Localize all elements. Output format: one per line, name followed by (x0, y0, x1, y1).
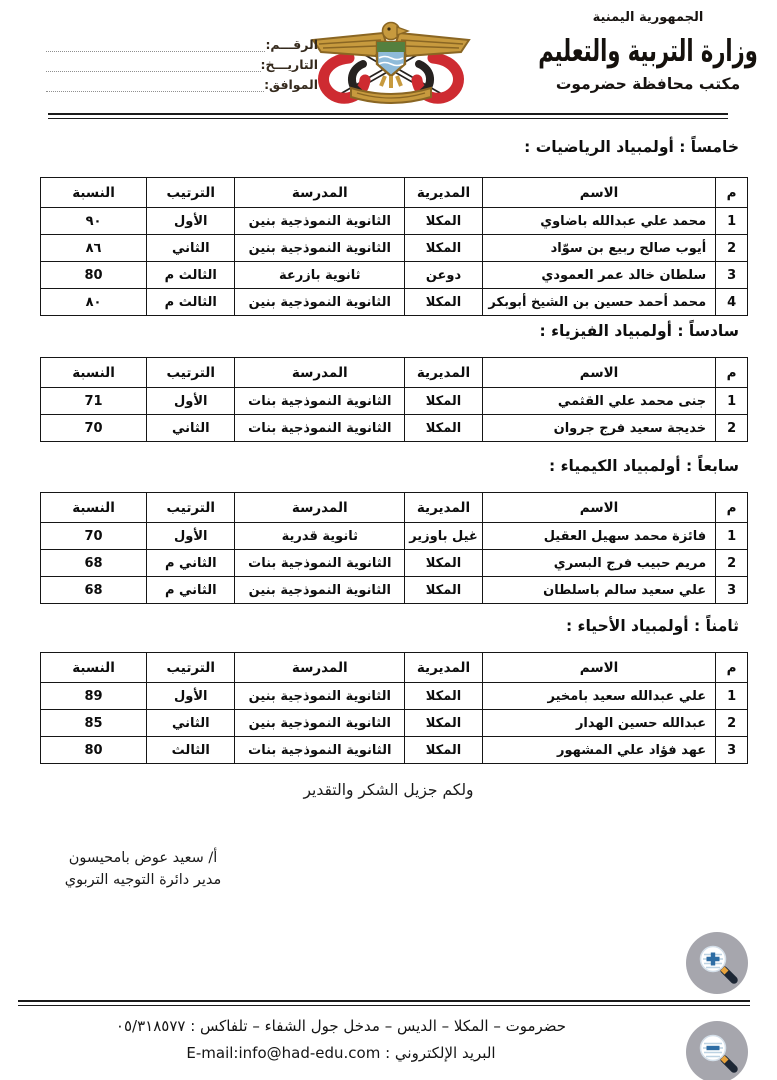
date-field (42, 52, 318, 72)
column-header: م (716, 358, 748, 388)
cell-rank: الثاني م (147, 577, 235, 604)
column-header: الترتيب (147, 178, 235, 208)
cell-percentage: 85 (41, 710, 147, 737)
cell-school: الثانوية النموذجية بنات (235, 550, 405, 577)
cell-number: 3 (716, 737, 748, 764)
cell-percentage: 89 (41, 683, 147, 710)
cell-rank: الثالث م (147, 262, 235, 289)
ministry-name: وزارة التربية والتعليم (538, 33, 758, 69)
zoom-in-button[interactable] (686, 932, 748, 994)
table-row (41, 208, 748, 235)
cell-name: فائزة محمد سهيل العقيل (482, 523, 715, 550)
table-row (41, 710, 748, 737)
cell-directorate: المكلا (405, 388, 483, 415)
zoom-out-icon (696, 1031, 738, 1073)
table-row (41, 737, 748, 764)
cell-number: 2 (716, 710, 748, 737)
table-row (41, 415, 748, 442)
column-header: الترتيب (147, 358, 235, 388)
cell-directorate: المكلا (405, 415, 483, 442)
biology-olympiad-table (40, 652, 748, 764)
cell-rank: الثالث م (147, 289, 235, 316)
cell-number: 1 (716, 208, 748, 235)
footer-contact-block (35, 1013, 647, 1067)
cell-directorate: المكلا (405, 550, 483, 577)
cell-directorate: المكلا (405, 737, 483, 764)
cell-name: عهد فؤاد علي المشهور (482, 737, 715, 764)
yemen-coat-of-arms-icon (305, 14, 477, 110)
corresponding-date-field-label: الموافق: (264, 77, 318, 92)
table-header-row (41, 493, 748, 523)
table-row (41, 262, 748, 289)
column-header: المديرية (405, 178, 483, 208)
cell-school: الثانوية النموذجية بنين (235, 683, 405, 710)
footer-divider (18, 1000, 750, 1006)
governorate-office: مكتب محافظة حضرموت (555, 75, 741, 93)
section-title-chemistry-olympiad: سابعاً : أولمبياد الكيمياء : (549, 457, 739, 475)
letterhead-titles (527, 10, 769, 93)
signature-block (52, 847, 234, 892)
cell-school: الثانوية النموذجية بنات (235, 388, 405, 415)
cell-name: محمد أحمد حسين بن الشيخ أبوبكر (482, 289, 715, 316)
table-row (41, 683, 748, 710)
column-header: المدرسة (235, 493, 405, 523)
cell-number: 2 (716, 550, 748, 577)
table-header-row (41, 178, 748, 208)
cell-rank: الأول (147, 523, 235, 550)
reference-fields (42, 32, 318, 92)
cell-percentage: 71 (41, 388, 147, 415)
country-name: الجمهورية اليمنية (592, 10, 704, 25)
cell-percentage: ٩٠ (41, 208, 147, 235)
table-row (41, 550, 748, 577)
cell-percentage: 80 (41, 737, 147, 764)
cell-directorate: المكلا (405, 710, 483, 737)
cell-name: علي عبدالله سعيد بامخير (482, 683, 715, 710)
cell-rank: الثالث (147, 737, 235, 764)
column-header: الاسم (482, 178, 715, 208)
cell-school: ثانوية بازرعة (235, 262, 405, 289)
cell-rank: الثاني م (147, 550, 235, 577)
zoom-out-button[interactable] (686, 1021, 748, 1080)
cell-number: 3 (716, 262, 748, 289)
column-header: الاسم (482, 653, 715, 683)
column-header: النسبة (41, 358, 147, 388)
cell-school: الثانوية النموذجية بنين (235, 289, 405, 316)
table-row (41, 577, 748, 604)
cell-percentage: ٨٦ (41, 235, 147, 262)
corresponding-date-field (42, 72, 318, 92)
column-header: الترتيب (147, 653, 235, 683)
column-header: المدرسة (235, 358, 405, 388)
corresponding-date-blank-line (46, 78, 264, 92)
cell-rank: الأول (147, 388, 235, 415)
cell-number: 1 (716, 523, 748, 550)
cell-directorate: دوعن (405, 262, 483, 289)
cell-percentage: 70 (41, 415, 147, 442)
cell-school: الثانوية النموذجية بنات (235, 737, 405, 764)
cell-rank: الثاني (147, 415, 235, 442)
cell-rank: الأول (147, 208, 235, 235)
cell-directorate: المكلا (405, 235, 483, 262)
table-header-row (41, 653, 748, 683)
cell-school: الثانوية النموذجية بنين (235, 710, 405, 737)
cell-percentage: 68 (41, 577, 147, 604)
column-header: الاسم (482, 358, 715, 388)
cell-directorate: غيل باوزير (405, 523, 483, 550)
section-title-physics-olympiad: سادساً : أولمبياد الفيزياء : (539, 322, 739, 340)
footer-email-line: البريد الإلكتروني : E-mail:info@had-edu.com (186, 1044, 496, 1062)
cell-name: محمد علي عبدالله باضاوي (482, 208, 715, 235)
cell-school: ثانوية قدرية (235, 523, 405, 550)
physics-olympiad-table (40, 357, 748, 442)
cell-name: أيوب صالح ربيع بن سوّاد (482, 235, 715, 262)
number-field-blank-line (46, 38, 265, 52)
column-header: النسبة (41, 653, 147, 683)
cell-number: 1 (716, 388, 748, 415)
table-row (41, 235, 748, 262)
table-row (41, 289, 748, 316)
cell-percentage: ٨٠ (41, 289, 147, 316)
section-title-math-olympiad: خامساً : أولمبياد الرياضيات : (524, 138, 739, 156)
column-header: النسبة (41, 178, 147, 208)
column-header: النسبة (41, 493, 147, 523)
cell-directorate: المكلا (405, 577, 483, 604)
column-header: المديرية (405, 358, 483, 388)
cell-rank: الثاني (147, 235, 235, 262)
chemistry-olympiad-table (40, 492, 748, 604)
cell-number: 3 (716, 577, 748, 604)
table-row (41, 388, 748, 415)
cell-directorate: المكلا (405, 289, 483, 316)
cell-percentage: 68 (41, 550, 147, 577)
cell-directorate: المكلا (405, 208, 483, 235)
cell-rank: الثاني (147, 710, 235, 737)
cell-percentage: 70 (41, 523, 147, 550)
cell-name: عبدالله حسين الهدار (482, 710, 715, 737)
table-row (41, 523, 748, 550)
zoom-in-icon (696, 942, 738, 984)
signatory-name: أ/ سعيد عوض بامحيسون (68, 850, 218, 866)
cell-school: الثانوية النموذجية بنين (235, 208, 405, 235)
number-field-label: الرقـــم: (265, 37, 318, 52)
cell-name: مريم حبيب فرج البسري (482, 550, 715, 577)
number-field (42, 32, 318, 52)
closing-thanks-line: ولكم جزيل الشكر والتقدير (303, 781, 474, 799)
column-header: المدرسة (235, 178, 405, 208)
cell-name: علي سعيد سالم باسلطان (482, 577, 715, 604)
cell-name: سلطان خالد عمر العمودي (482, 262, 715, 289)
signatory-title: مدير دائرة التوجيه التربوي (64, 872, 222, 889)
math-olympiad-table (40, 177, 748, 316)
column-header: المديرية (405, 493, 483, 523)
table-header-row (41, 358, 748, 388)
cell-school: الثانوية النموذجية بنين (235, 235, 405, 262)
column-header: م (716, 178, 748, 208)
column-header: الاسم (482, 493, 715, 523)
cell-school: الثانوية النموذجية بنين (235, 577, 405, 604)
cell-number: 2 (716, 235, 748, 262)
column-header: م (716, 493, 748, 523)
cell-name: جنى محمد علي القثمي (482, 388, 715, 415)
column-header: المديرية (405, 653, 483, 683)
cell-percentage: 80 (41, 262, 147, 289)
column-header: م (716, 653, 748, 683)
column-header: الترتيب (147, 493, 235, 523)
cell-number: 2 (716, 415, 748, 442)
cell-number: 1 (716, 683, 748, 710)
column-header: المدرسة (235, 653, 405, 683)
cell-school: الثانوية النموذجية بنات (235, 415, 405, 442)
letterhead-divider (48, 113, 728, 119)
cell-directorate: المكلا (405, 683, 483, 710)
date-field-label: التاريـــخ: (260, 57, 318, 72)
date-field-blank-line (46, 58, 261, 72)
cell-name: خديجة سعيد فرج جروان (482, 415, 715, 442)
footer-address-line: حضرموت – المكلا – الديس – مدخل جول الشفاء – تلفاكس : ٠٥/٣١٨٥٧٧ (115, 1017, 567, 1035)
cell-number: 4 (716, 289, 748, 316)
section-title-biology-olympiad: ثامناً : أولمبياد الأحياء : (565, 617, 739, 635)
cell-rank: الأول (147, 683, 235, 710)
